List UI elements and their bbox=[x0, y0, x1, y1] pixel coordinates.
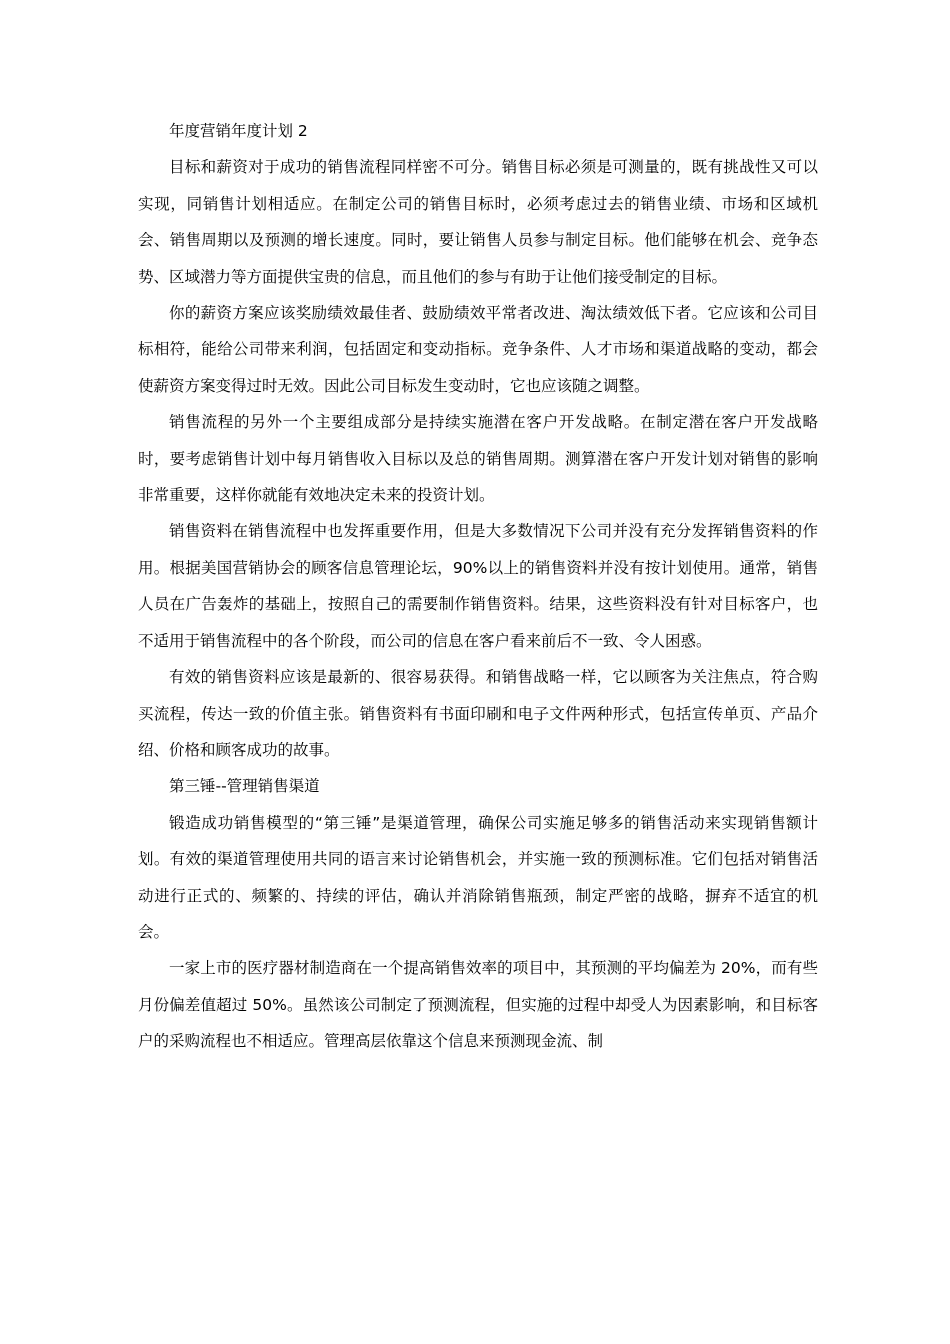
paragraph-case-study: 一家上市的医疗器材制造商在一个提高销售效率的项目中，其预测的平均偏差为 20%，而有些月份偏差值超过 50%。虽然该公司制定了预测流程，但实施的过程中却受人为因素影响，和目标客户的采购流程也不相适应。管理高层依靠这个信息来预测现金流、制 bbox=[138, 959, 818, 1051]
paragraph-effective-materials: 有效的销售资料应该是最新的、很容易获得。和销售战略一样，它以顾客为关注焦点，符合购买流程，传达一致的价值主张。销售资料有书面印刷和电子文件两种形式，包括宣传单页、产品介绍、价格和顾客成功的故事。 bbox=[138, 668, 818, 759]
paragraph-prospecting: 销售流程的另外一个主要组成部分是持续实施潜在客户开发战略。在制定潜在客户开发战略时，要考虑销售计划中每月销售收入目标以及总的销售周期。测算潜在客户开发计划对销售的影响非常重要，这样你就能有效地决定未来的投资计划。 bbox=[138, 413, 818, 505]
section-heading: 第三锤--管理销售渠道 bbox=[169, 777, 320, 796]
paragraph-compensation: 你的薪资方案应该奖励绩效最佳者、鼓励绩效平常者改进、淘汰绩效低下者。它应该和公司目标相符，能给公司带来利润，包括固定和变动指标。竞争条件、人才市场和渠道战略的变动，都会使薪资方案变得过时无效。因此公司目标发生变动时，它也应该随之调整。 bbox=[138, 304, 818, 395]
document-page bbox=[138, 113, 818, 1060]
paragraph-sales-materials: 销售资料在销售流程中也发挥重要作用，但是大多数情况下公司并没有充分发挥销售资料的作用。根据美国营销协会的顾客信息管理论坛，90%以上的销售资料并没有按计划使用。通常，销售人员在广告轰炸的基础上，按照自己的需要制作销售资料。结果，这些资料没有针对目标客户，也不适用于销售流程中的各个阶段，而公司的信息在客户看来前后不一致、令人困惑。 bbox=[138, 522, 818, 650]
paragraph-pipeline-management: 锻造成功销售模型的“第三锤”是渠道管理，确保公司实施足够多的销售活动来实现销售额计划。有效的渠道管理使用共同的语言来讨论销售机会，并实施一致的预测标准。它们包括对销售活动进行正式的、频繁的、持续的评估，确认并消除销售瓶颈，制定严密的战略，摒弃不适宜的机会。 bbox=[138, 813, 818, 941]
paragraph-sales-goals: 目标和薪资对于成功的销售流程同样密不可分。销售目标必须是可测量的，既有挑战性又可以实现，同销售计划相适应。在制定公司的销售目标时，必须考虑过去的销售业绩、市场和区域机会、销售周期以及预测的增长速度。同时，要让销售人员参与制定目标。他们能够在机会、竞争态势、区域潜力等方面提供宝贵的信息，而且他们的参与有助于让他们接受制定的目标。 bbox=[138, 158, 818, 286]
document-title: 年度营销年度计划 2 bbox=[169, 122, 308, 140]
